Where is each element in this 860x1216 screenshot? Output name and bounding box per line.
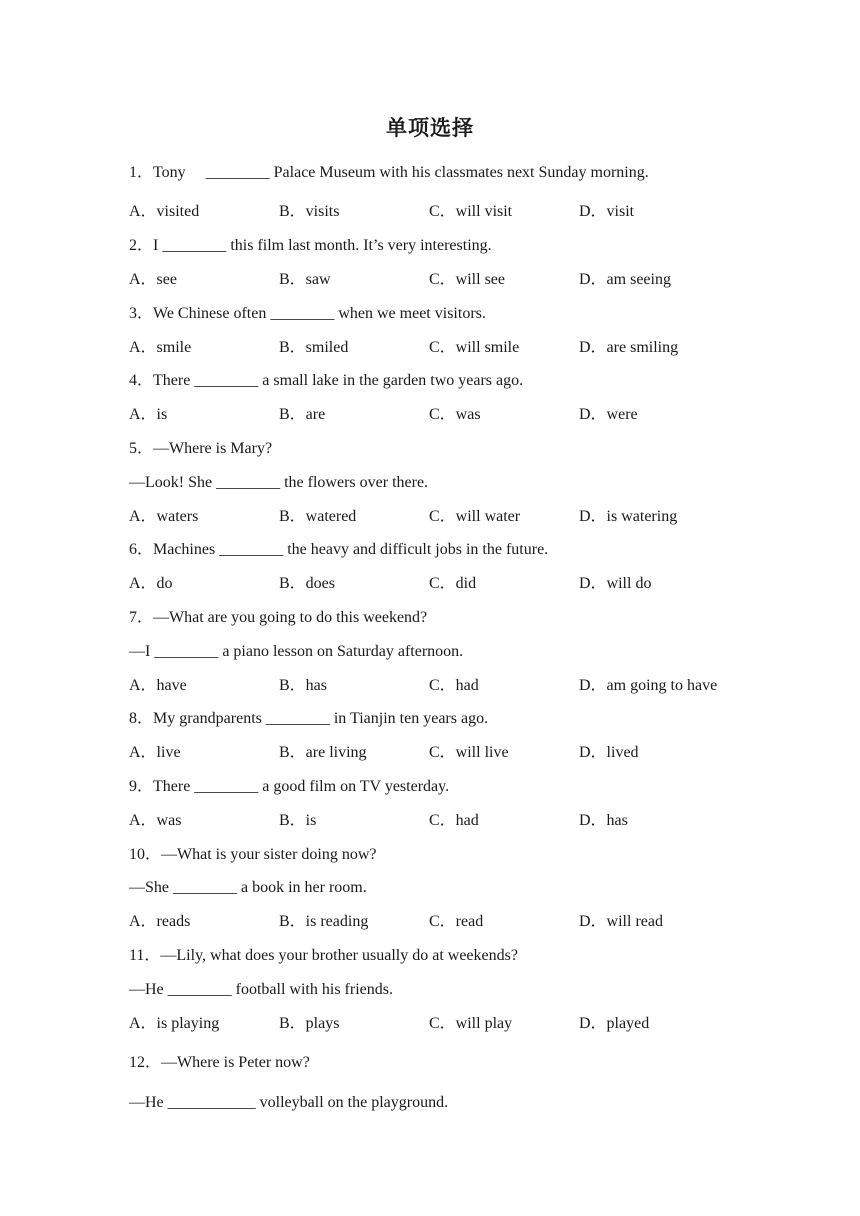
question-5-option-b: B．watered [279, 508, 357, 525]
question-2-option-b: B．saw [279, 271, 331, 288]
question-7-option-d: D．am going to have [579, 677, 718, 694]
question-7-response: —I ________ a piano lesson on Saturday afternoon. [129, 643, 464, 660]
question-2-option-a: A．see [129, 271, 177, 288]
question-11-stem: 11．—Lily, what does your brother usually do at weekends? [129, 947, 518, 964]
question-9-option-b: B．is [279, 812, 317, 829]
question-2-stem: 2．I ________ this film last month. It’s very interesting. [129, 237, 492, 254]
question-4-option-a: A．is [129, 406, 168, 423]
question-1-option-d: D．visit [579, 203, 635, 220]
page-title: 单项选择 [386, 116, 474, 140]
question-3-stem: 3．We Chinese often ________ when we meet visitors. [129, 305, 486, 322]
question-11-option-d: D．played [579, 1015, 650, 1032]
question-11-option-c: C．will play [429, 1015, 513, 1032]
question-6-option-d: D．will do [579, 575, 652, 592]
question-9-option-a: A．was [129, 812, 182, 829]
question-6-option-b: B．does [279, 575, 336, 592]
question-5-option-a: A．waters [129, 508, 199, 525]
question-3-option-c: C．will smile [429, 339, 520, 356]
question-6-stem: 6．Machines ________ the heavy and difficult jobs in the future. [129, 541, 549, 558]
question-8-option-a: A．live [129, 744, 181, 761]
question-9-option-c: C．had [429, 812, 479, 829]
question-12-response: —He ___________ volleyball on the playground. [129, 1094, 449, 1111]
question-11-response: —He ________ football with his friends. [129, 981, 393, 998]
question-8-option-b: B．are living [279, 744, 367, 761]
question-8-option-d: D．lived [579, 744, 639, 761]
question-7-option-c: C．had [429, 677, 479, 694]
question-1-option-c: C．will visit [429, 203, 513, 220]
question-10-option-c: C．read [429, 913, 484, 930]
question-11-option-a: A．is playing [129, 1015, 220, 1032]
question-2-option-d: D．am seeing [579, 271, 671, 288]
question-8-stem: 8．My grandparents ________ in Tianjin ten years ago. [129, 710, 489, 727]
question-2-option-c: C．will see [429, 271, 505, 288]
question-12-stem: 12．—Where is Peter now? [129, 1054, 310, 1071]
question-5-stem: 5．—Where is Mary? [129, 440, 273, 457]
question-5-response: —Look! She ________ the flowers over there. [129, 474, 429, 491]
question-5-option-c: C．will water [429, 508, 521, 525]
question-6-option-a: A．do [129, 575, 173, 592]
question-3-option-d: D．are smiling [579, 339, 679, 356]
question-5-option-d: D．is watering [579, 508, 678, 525]
question-8-option-c: C．will live [429, 744, 509, 761]
question-9-option-d: D．has [579, 812, 628, 829]
question-7-option-b: B．has [279, 677, 328, 694]
question-3-option-b: B．smiled [279, 339, 349, 356]
question-10-stem: 10．—What is your sister doing now? [129, 846, 377, 863]
question-4-option-d: D．were [579, 406, 638, 423]
question-7-stem: 7．—What are you going to do this weekend? [129, 609, 428, 626]
question-4-option-b: B．are [279, 406, 326, 423]
question-9-stem: 9．There ________ a good film on TV yesterday. [129, 778, 450, 795]
question-1-option-b: B．visits [279, 203, 340, 220]
question-10-option-a: A．reads [129, 913, 191, 930]
question-7-option-a: A．have [129, 677, 187, 694]
question-6-option-c: C．did [429, 575, 477, 592]
question-10-option-d: D．will read [579, 913, 663, 930]
question-11-option-b: B．plays [279, 1015, 340, 1032]
question-1-stem: 1．Tony ________ Palace Museum with his classmates next Sunday morning. [129, 164, 649, 181]
question-10-option-b: B．is reading [279, 913, 369, 930]
question-4-stem: 4．There ________ a small lake in the garden two years ago. [129, 372, 524, 389]
question-10-response: —She ________ a book in her room. [129, 879, 367, 896]
question-3-option-a: A．smile [129, 339, 192, 356]
question-1-option-a: A．visited [129, 203, 200, 220]
question-4-option-c: C．was [429, 406, 481, 423]
